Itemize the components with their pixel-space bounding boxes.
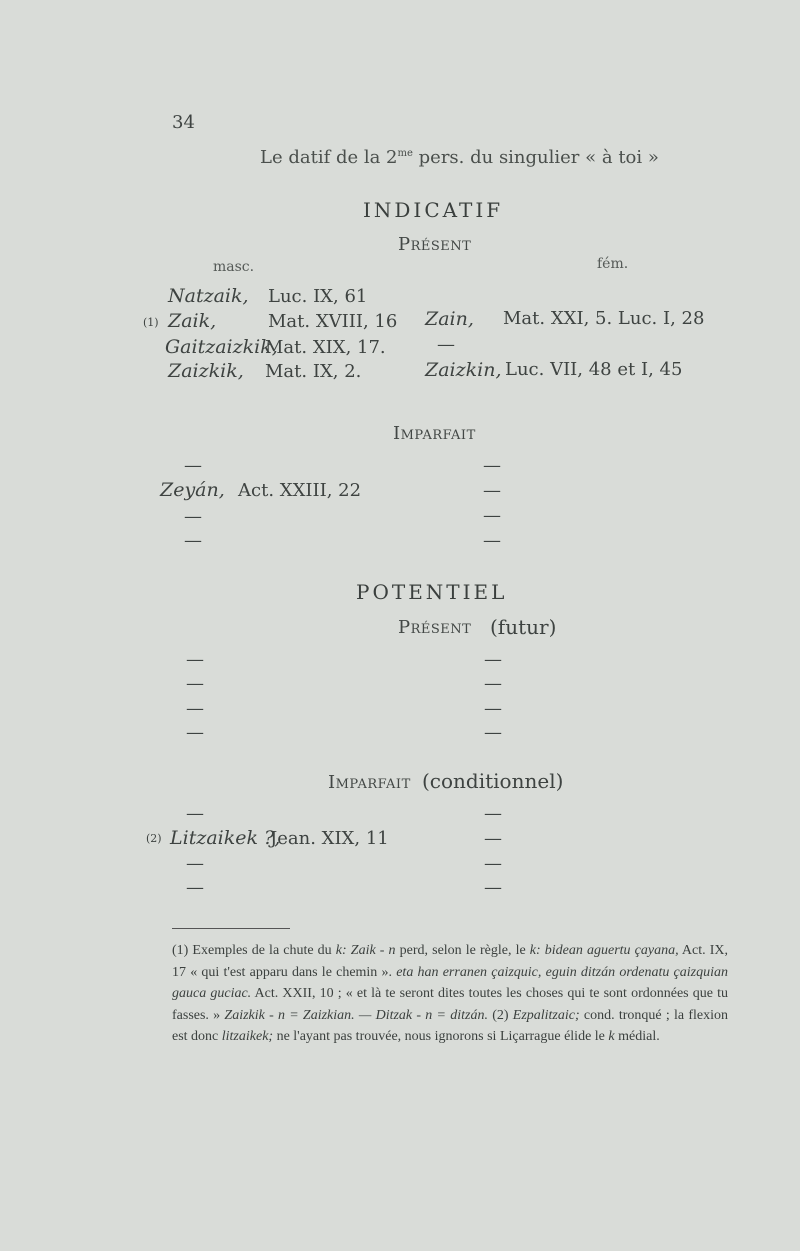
page-number: 34 (172, 112, 195, 133)
masc-dash: — (186, 649, 204, 670)
fem-ref: Luc. VII, 48 et I, 45 (505, 359, 683, 380)
fem-form: Zaizkin, (425, 359, 502, 381)
masc-form: Gaitzaizkik, (165, 336, 278, 358)
masc-dash: — (186, 722, 204, 743)
fem-dash: — (483, 455, 501, 476)
masc-dash: — (186, 673, 204, 694)
footnote-mark-1: (1) (143, 316, 159, 329)
masc-ref: Jean. XIX, 11 (270, 828, 389, 849)
fem-dash: — (484, 877, 502, 898)
masc-form: Natzaik, (168, 285, 249, 307)
masc-dash: — (186, 877, 204, 898)
masc-label: masc. (213, 259, 255, 275)
subsection-note: (futur) (490, 615, 557, 639)
masc-ref: Act. XXIII, 22 (238, 480, 362, 501)
section-title-indicatif: INDICATIF (363, 198, 504, 222)
masc-form: Zaik, (168, 310, 217, 332)
masc-ref: Mat. XVIII, 16 (268, 311, 398, 332)
masc-dash: — (184, 506, 202, 527)
fem-dash: — (484, 673, 502, 694)
fem-dash: — (484, 803, 502, 824)
masc-ref: Luc. IX, 61 (268, 286, 368, 307)
fem-dash: — (484, 649, 502, 670)
subsection-present: Présent (398, 617, 472, 638)
subsection-note: (conditionnel) (422, 769, 564, 793)
subsection-imparfait: Imparfait (328, 772, 411, 793)
masc-form: Zeyán, (160, 479, 225, 501)
masc-form: Zaizkik, (168, 360, 244, 382)
masc-ref: Mat. IX, 2. (265, 361, 362, 382)
masc-dash: — (184, 530, 202, 551)
page-heading: Le datif de la $2^{me}$ pers. du singulier « à toi » (260, 147, 659, 168)
fem-ref: Mat. XXI, 5. Luc. I, 28 (503, 308, 705, 329)
footnote-mark-2: (2) (146, 832, 162, 845)
fem-form: Zain, (425, 308, 474, 330)
masc-dash: — (186, 853, 204, 874)
masc-dash: — (184, 455, 202, 476)
fem-dash: — (484, 828, 502, 849)
footnote-rule (172, 928, 290, 929)
fem-dash: — (437, 334, 455, 355)
fem-dash: — (483, 480, 501, 501)
fem-dash: — (483, 530, 501, 551)
fem-dash: — (484, 853, 502, 874)
masc-dash: — (186, 698, 204, 719)
section-title-potentiel: POTENTIEL (356, 580, 508, 604)
masc-dash: — (186, 803, 204, 824)
masc-ref: Mat. XIX, 17. (265, 337, 386, 358)
footnote: (1) Exemples de la chute du k: Zaik - n perd, selon le règle, le k: bidean aguertu çayana, Act. IX, 17 « qui t'est apparu dans le chemin ». eta han erranen çaizquic, eguin ditzán ordenatu çaizquian gauca guciac. Act. XXII, 10 ; « et là te seront dites toutes les choses qui te sont ordonnées que tu fasses. » Zaizkik - n = Zaizkian. — Ditzak - n = ditzán. (2) Ezpalitzaic; cond. tronqué ; la flexion est donc litzaikek; ne l'ayant pas trouvée, nous ignorons si Liçarrague élide le k médial. (172, 943, 729, 1044)
fem-dash: — (484, 698, 502, 719)
masc-form: Litzaikek ?, (170, 827, 281, 849)
subsection-present: Présent (398, 234, 472, 255)
subsection-imparfait: Imparfait (393, 423, 476, 444)
fem-dash: — (484, 722, 502, 743)
fem-dash: — (483, 505, 501, 526)
fem-label: fém. (597, 256, 629, 272)
